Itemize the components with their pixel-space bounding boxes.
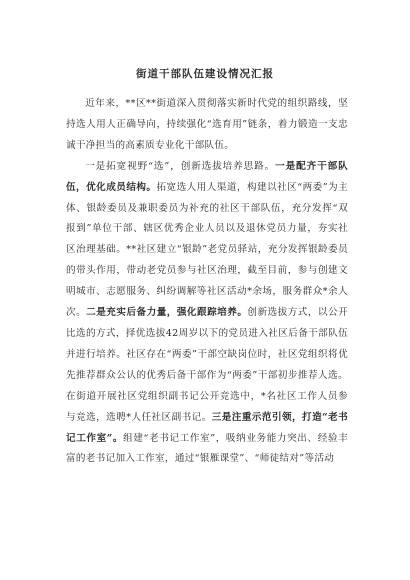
section-one-heading: 一是拓宽视野“选”，创新选拔培养思路。 [85,160,276,172]
point-three-heading: 三是注重示范引领，打造“老书记工作室”。 [66,411,349,444]
document-body [66,94,348,470]
document-title: 街道干部队伍建设情况汇报 [136,68,274,80]
intro-paragraph [66,94,348,157]
point-three-text: 组建“老书记工作室”，吸纳业务能力突出、经验丰富的老书记加入工作室，通过“银雁课堂”、“师徒结对”等活动 [66,432,348,465]
point-two-text: 创新选拔方式，以公开比选的方式，择优选拔42周岁以下的党员进入社区后备干部队伍并进行培养。社区存在“两委”干部空缺岗位时，社区党组织将优先推荐群众公认的优秀后备干部作为“两委”干部初步推荐人选。在街道开展社区党组织副书记公开竞选中，*名社区工作人员参与竞选，选聘*人任社区副书记。 [66,307,348,423]
point-one-text: 拓宽选人用人渠道，构建以社区“两委”为主体、银龄委员及兼职委员为补充的社区干部队伍，充分发挥“双报到”单位干部、辖区优秀企业人员以及退休党员力量，夯实社区治理基础。**社区建立“银龄”老党员驿站，充分发挥银龄委员的带头作用，带动老党员参与社区治理，截至目前，参与创建文明城市、志愿服务、纠纷调解等社区活动*余场，服务群众*余人次。 [66,181,349,319]
section-one-paragraph [66,157,348,471]
intro-text: 近年来，**区**街道深入贯彻落实新时代党的组织路线，坚持选人用人正确导向，持续强化“选育用”链条，着力锻造一支忠诚干净担当的高素质专业化干部队伍。 [66,98,348,151]
point-one-heading: 一是配齐干部队伍，优化成员结构。 [66,160,348,193]
point-two-heading: 二是充实后备力量，强化跟踪培养。 [86,307,248,319]
